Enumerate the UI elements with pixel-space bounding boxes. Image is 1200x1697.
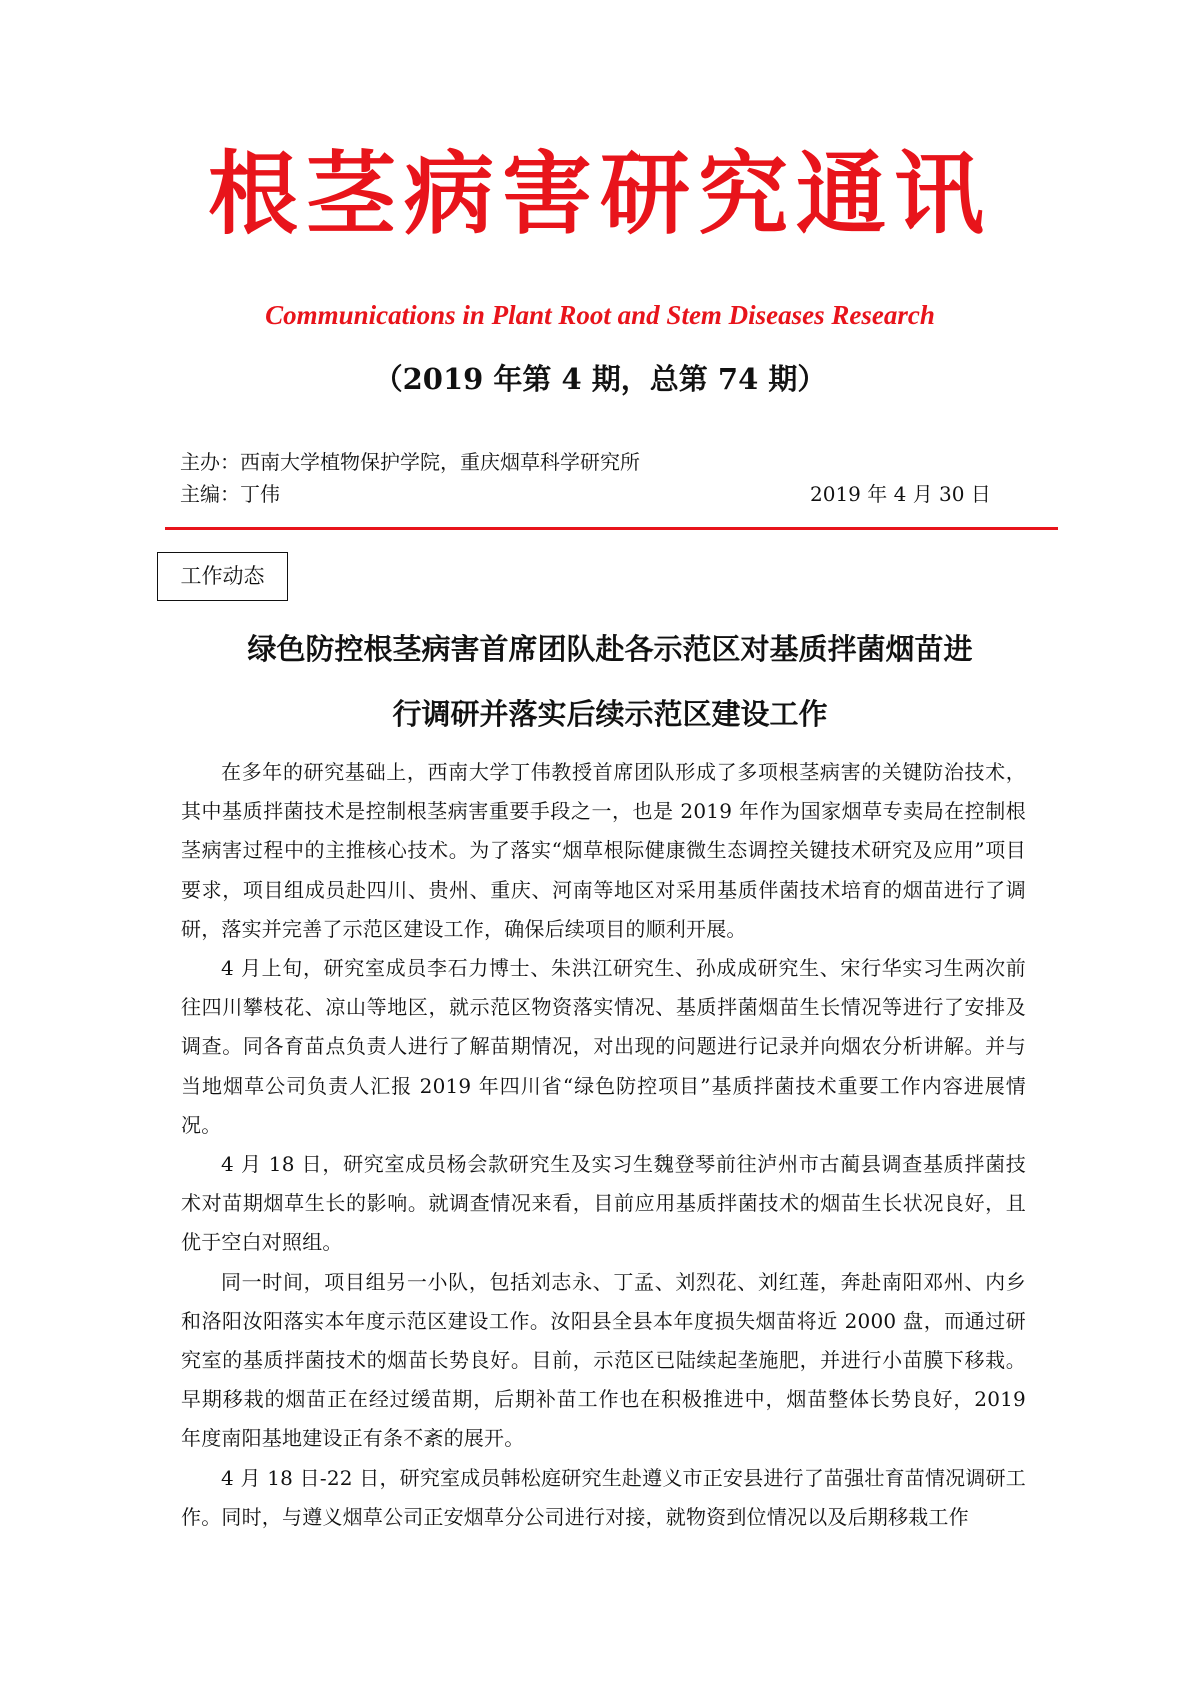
body-paragraph: 4 月上旬，研究室成员李石力博士、朱洪江研究生、孙成成研究生、宋行华实习生两次前往四川攀枝花、凉山等地区，就示范区物资落实情况、基质拌菌烟苗生长情况等进行了安排及调查。同各育苗点负责人进行了解苗期情况，对出现的问题进行记录并向烟农分析讲解。并与当地烟草公司负责人汇报 2019 年四川省“绿色防控项目”基质拌菌技术重要工作内容进展情况。 xyxy=(181,956,1026,1137)
section-tag: 工作动态 xyxy=(157,552,288,601)
body-paragraph: 4 月 18 日，研究室成员杨会款研究生及实习生魏登琴前往泸州市古蔺县调查基质拌菌技术对苗期烟草生长的影响。就调查情况来看，目前应用基质拌菌技术的烟苗生长状况良好，且优于空白对照组。 xyxy=(181,1152,1026,1255)
article-title-line: 行调研并落实后续示范区建设工作 xyxy=(392,697,828,731)
body-paragraph: 在多年的研究基础上，西南大学丁伟教授首席团队形成了多项根茎病害的关键防治技术，其中基质拌菌技术是控制根茎病害重要手段之一，也是 2019 年作为国家烟草专卖局在控制根茎病害过程中的主推核心技术。为了落实“烟草根际健康微生态调控关键技术研究及应用”项目要求，项目组成员赴四川、贵州、重庆、河南等地区对采用基质伴菌技术培育的烟苗进行了调研，落实并完善了示范区建设工作，确保后续项目的顺利开展。 xyxy=(181,760,1026,941)
masthead-subtitle: Communications in Plant Root and Stem Diseases Research xyxy=(265,300,935,330)
body-paragraph: 同一时间，项目组另一小队，包括刘志永、丁孟、刘烈花、刘红莲，奔赴南阳邓州、内乡和洛阳汝阳落实本年度示范区建设工作。汝阳县全县本年度损失烟苗将近 2000 盘，而通过研究室的基质拌菌技术的烟苗长势良好。目前，示范区已陆续起垄施肥，并进行小苗膜下移栽。早期移栽的烟苗正在经过缓苗期，后期补苗工作也在积极推进中，烟苗整体长势良好，2019 年度南阳基地建设正有条不紊的展开。 xyxy=(181,1269,1026,1451)
header-divider xyxy=(165,527,1058,530)
editor-line: 主编：丁伟 xyxy=(180,482,280,506)
sponsor-line: 主办：西南大学植物保护学院，重庆烟草科学研究所 xyxy=(180,450,640,474)
body-paragraph: 4 月 18 日-22 日，研究室成员韩松庭研究生赴遵义市正安县进行了苗强壮育苗情况调研工作。同时，与遵义烟草公司正安烟草分公司进行对接，就物资到位情况以及后期移栽工作 xyxy=(181,1465,1026,1529)
issue-number: （2019 年第 4 期，总第 74 期） xyxy=(373,362,827,396)
masthead-title: 根茎病害研究通讯 xyxy=(208,142,992,247)
article-title-line: 绿色防控根茎病害首席团队赴各示范区对基质拌菌烟苗进 xyxy=(247,632,973,666)
article-body xyxy=(181,753,1026,1537)
publish-date: 2019 年 4 月 30 日 xyxy=(810,482,991,506)
article-title xyxy=(170,617,1050,747)
